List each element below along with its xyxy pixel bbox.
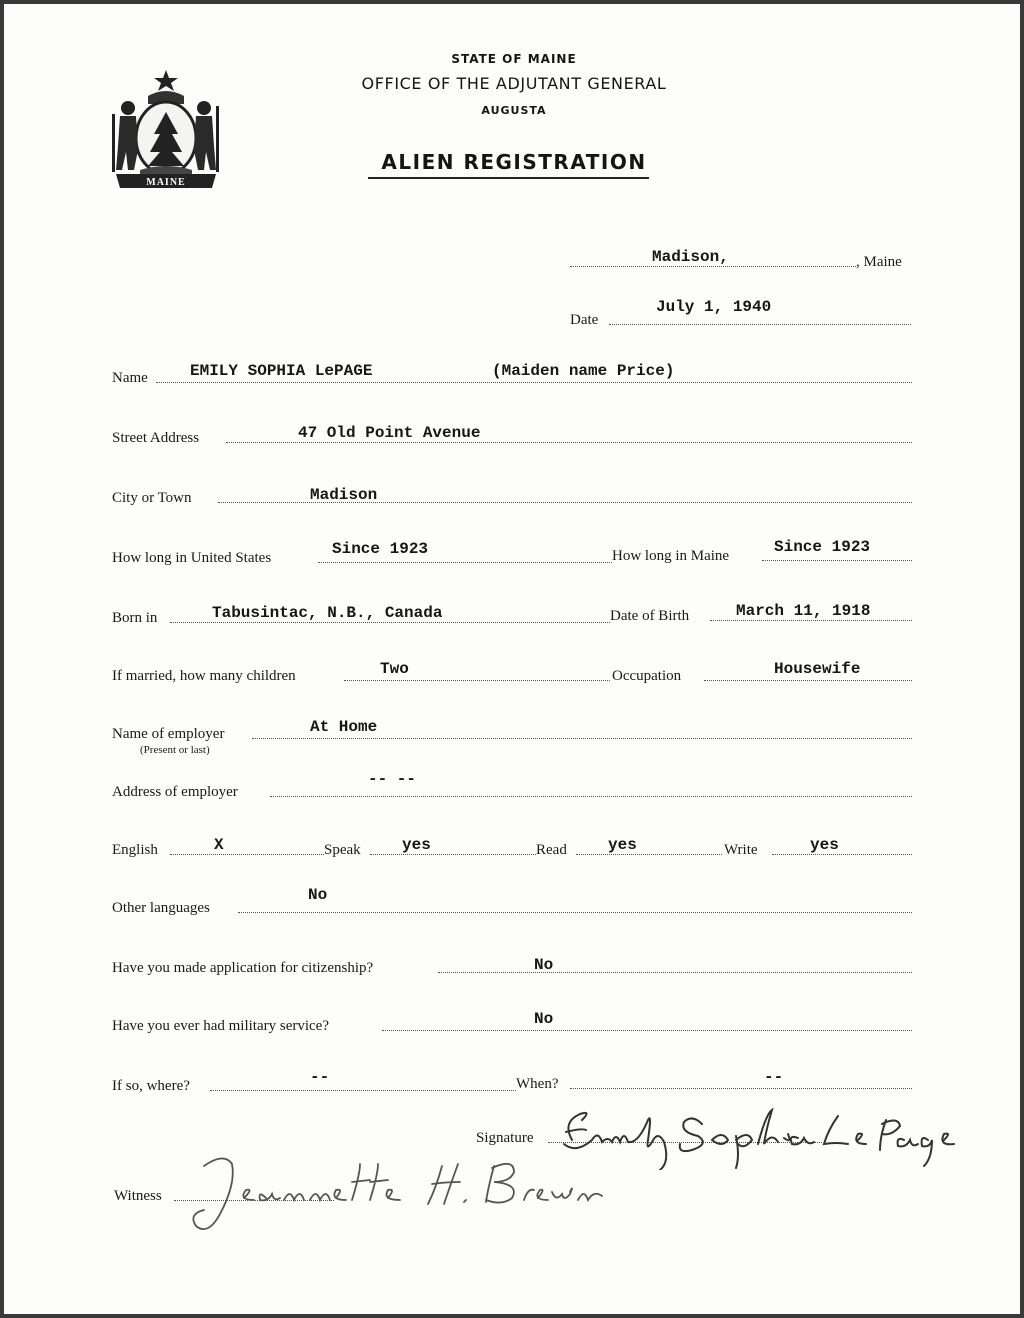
occupation-value: Housewife xyxy=(774,660,861,678)
town-value: Madison, xyxy=(652,248,729,266)
employer-address-label: Address of employer xyxy=(112,784,238,800)
occupation-label: Occupation xyxy=(612,668,682,684)
english-value: X xyxy=(214,836,224,854)
when-line xyxy=(570,1088,912,1089)
employer-address-value: -- -- xyxy=(368,770,417,788)
employer-address-line xyxy=(270,796,912,797)
speak-value: yes xyxy=(402,836,431,854)
how-long-maine-label: How long in Maine xyxy=(612,548,730,564)
born-in-line xyxy=(170,622,610,623)
town-line xyxy=(570,266,856,267)
date-of-birth-value: March 11, 1918 xyxy=(736,602,871,620)
citizenship-value: No xyxy=(534,956,554,974)
speak-line xyxy=(370,854,536,855)
employer-value: At Home xyxy=(310,718,378,736)
how-long-us-value: Since 1923 xyxy=(332,540,429,558)
form-title: ALIEN REGISTRATION xyxy=(381,150,647,174)
name-value: EMILY SOPHIA LePAGE xyxy=(190,362,373,380)
maine-suffix: , Maine xyxy=(856,254,902,270)
street-address-line xyxy=(226,442,912,443)
children-line xyxy=(344,680,610,681)
if-so-where-line xyxy=(210,1090,516,1091)
employer-sublabel: (Present or last) xyxy=(140,744,210,756)
maiden-name-value: (Maiden name Price) xyxy=(492,362,675,380)
registration-form xyxy=(4,4,1020,1314)
date-label: Date xyxy=(570,312,599,328)
children-label: If married, how many children xyxy=(112,668,296,684)
seal-label: MAINE xyxy=(146,177,186,188)
street-address-value: 47 Old Point Avenue xyxy=(298,424,481,442)
speak-label: Speak xyxy=(324,842,361,858)
date-of-birth-line xyxy=(710,620,912,621)
born-in-value: Tabusintac, N.B., Canada xyxy=(212,604,443,622)
read-label: Read xyxy=(536,842,567,858)
signature-handwriting xyxy=(552,1100,972,1170)
city-value: Madison xyxy=(310,486,378,504)
other-languages-value: No xyxy=(308,886,328,904)
witness-label: Witness xyxy=(114,1188,162,1204)
employer-label: Name of employer xyxy=(112,726,225,742)
english-line xyxy=(170,854,324,855)
signature-label: Signature xyxy=(476,1130,534,1146)
date-value: July 1, 1940 xyxy=(656,298,772,316)
english-label: English xyxy=(112,842,158,858)
how-long-maine-value: Since 1923 xyxy=(774,538,871,556)
write-value: yes xyxy=(810,836,839,854)
other-languages-line xyxy=(238,912,912,913)
if-so-where-label: If so, where? xyxy=(112,1078,190,1094)
maine-state-seal-icon xyxy=(108,66,224,196)
read-value: yes xyxy=(608,836,637,854)
how-long-us-label: How long in United States xyxy=(112,550,272,566)
military-line xyxy=(382,1030,912,1031)
if-so-where-value: -- xyxy=(310,1068,330,1086)
children-value: Two xyxy=(380,660,409,678)
how-long-us-line xyxy=(318,562,612,563)
write-label: Write xyxy=(724,842,758,858)
military-value: No xyxy=(534,1010,554,1028)
military-label: Have you ever had military service? xyxy=(112,1018,329,1034)
employer-line xyxy=(252,738,912,739)
street-address-label: Street Address xyxy=(112,430,200,446)
date-of-birth-label: Date of Birth xyxy=(610,608,690,624)
citizenship-line xyxy=(438,972,912,973)
name-label: Name xyxy=(112,370,148,386)
born-in-label: Born in xyxy=(112,610,158,626)
header-state: STATE OF MAINE xyxy=(451,52,577,66)
title-underline xyxy=(368,177,649,179)
occupation-line xyxy=(704,680,912,681)
name-line xyxy=(156,382,912,383)
when-label: When? xyxy=(516,1076,559,1092)
other-languages-label: Other languages xyxy=(112,900,210,916)
header-office: OFFICE OF THE ADJUTANT GENERAL xyxy=(361,74,667,93)
header-city: AUGUSTA xyxy=(481,104,547,117)
date-line xyxy=(609,324,911,325)
how-long-maine-line xyxy=(762,560,912,561)
when-value: -- xyxy=(764,1068,784,1086)
witness-handwriting xyxy=(174,1144,614,1244)
city-label: City or Town xyxy=(112,490,192,506)
read-line xyxy=(576,854,722,855)
citizenship-label: Have you made application for citizenship? xyxy=(112,960,374,976)
write-line xyxy=(772,854,912,855)
